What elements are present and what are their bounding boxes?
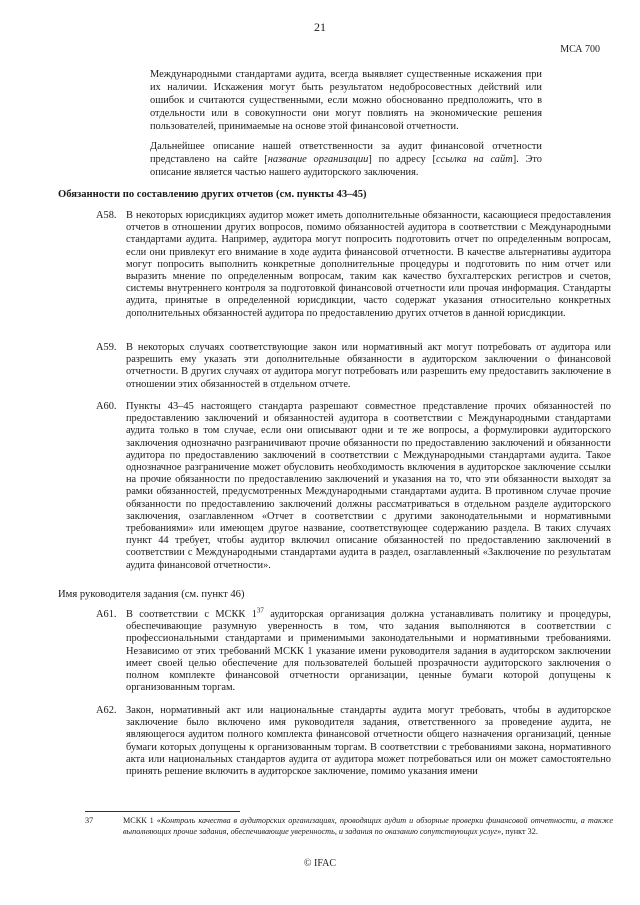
paragraph-text: В некоторых случаях соответствующие закон или нормативный акт могут потребовать от аудитора или разрешить ему указать эти дополнительные обязанности в аудиторском заключении о финансовой отчетности. В других случаях от аудитора могут потребовать или разрешить ему предоставить заключение в отношении этих обязанностей в отдельном отчете.	[126, 342, 611, 390]
paragraph-number: A61.	[96, 609, 117, 620]
org-name-placeholder: название организации	[267, 154, 369, 165]
paragraph-number: A60.	[96, 401, 117, 412]
paragraph-text: Пункты 43–45 настоящего стандарта разрешают совместное представление прочих обязанностей по предоставлению заключений и обязанностей аудитора в соответствии с Международными стандартами аудита только в том случае, если они описывают одни и те же вопросы, а формулировки аудиторского заключения однозначно разграничивают прочие обязанности по предоставлению заключений и обязанности аудитора по предоставлению заключений в соответствии с Международными стандартами аудита. Такое однозначное разграничение может обусловить необходимость включения в аудиторское заключение ссылки на прочие обязанности по предоставлению заключений и указания на то, что эти обязанности выходят за рамки обязанностей, предусмотренных Международными стандартами аудита. В противном случае прочие обязанности по предоставлению заключений должны рассматриваться в отдельном разделе аудиторского заключения, озаглавленном «Отчет в соответствии с другими законодательными и нормативными требованиями» или имеющем другое название, соответствующее содержанию раздела. В таких случаях пункт 44 требует, чтобы аудитор включил описание обязанностей по предоставлению заключений в соответствии с Международными стандартами аудита в раздел, озаглавленный «Заключение по результатам аудита финансовой отчетности».	[126, 401, 611, 571]
paragraph-number: A59.	[96, 342, 117, 353]
footnote-text-a: МСКК 1 «	[123, 816, 161, 825]
a61-text-a: В соответствии с МСКК 1	[126, 609, 257, 620]
footnote-number: 37	[85, 816, 94, 825]
paragraph-number: A58.	[96, 210, 117, 221]
paragraph-number: A62.	[96, 705, 117, 716]
page-number: 21	[314, 20, 326, 34]
intro-paragraph-1: Международными стандартами аудита, всегда выявляет существенные искажения при их наличии. Искажения могут быть результатом недобросовестных действий или ошибок и считаются существенными, если можно обоснованно предположить, что в отдельности или в совокупности они могут повлиять на экономические решения пользователей, принимаемые на основе этой финансовой отчетности.	[150, 69, 542, 132]
intro-paragraph-2	[150, 140, 542, 179]
footnote-divider	[85, 811, 240, 812]
footnote-text	[123, 815, 613, 837]
footnote-text-c: », пункт 32.	[497, 827, 538, 836]
section-heading-engagement-partner: Имя руководителя задания (см. пункт 46)	[58, 589, 245, 600]
footnote-title: Контроль качества в аудиторских организациях, проводящих аудит и обзорные проверки финансовой отчетности, а также выполняющих прочие задания, обеспечивающие уверенность, и задания по оказанию сопутствующих услуг	[123, 816, 613, 836]
a61-text-b: аудиторская организация должна устанавливать политику и процедуры, обеспечивающие разумную уверенность в том, что задания выполняются в соответствии с профессиональными стандартами и применимыми законодательными и нормативными требованиями. Независимо от этих требований МСКК 1 указание имени руководителя задания в аудиторском заключении имеет своей целью обеспечение для пользователей большей прозрачности аудиторского заключения о полном комплекте финансовой отчетности организации, ценные бумаги которой допущены к организованным торгам.	[126, 609, 611, 694]
intro-p2-text-a: Дальнейшее описание нашей ответственности за аудит финансовой отчетности представлено на сайте [	[150, 141, 542, 165]
section-heading-other-reports: Обязанности по составлению других отчетов (см. пункты 43–45)	[58, 189, 367, 200]
footnote-ref-37: 37	[256, 606, 264, 615]
intro-p2-text-e: ]. Это описание является частью нашего аудиторского заключения.	[150, 154, 542, 178]
paragraph-text: Закон, нормативный акт или национальные стандарты аудита могут требовать, чтобы в аудиторское заключение было включено имя руководителя задания, ответственного за проведение аудита, не являющегося аудитом полного комплекта финансовой отчетности общего назначения организаций, ценные бумаги которых допущены к организованным торгам. В соответствии с требованиями закона, нормативного акта или национальных стандартов аудита от аудитора может потребоваться или он может самостоятельно принять решение включить в аудиторское заключение, помимо указания имени	[126, 705, 611, 778]
copyright: © IFAC	[303, 858, 337, 869]
intro-p2-text-c: ] по адресу [	[368, 154, 436, 165]
website-link-placeholder: ссылка на сайт	[435, 154, 513, 165]
paragraph-text	[126, 606, 611, 694]
paragraph-text: В некоторых юрисдикциях аудитор может иметь дополнительные обязанности, касающиеся предоставления отчетов в отношении других вопросов, помимо обязанностей аудитора в соответствии с Международными стандартами аудита. Например, аудитора могут попросить подготовить отчет по определенным вопросам, если они привлекут его внимание в ходе аудита финансовой отчетности. В качестве альтернативы аудитора могут попросить выполнить конкретные дополнительные процедуры и подготовить по ним отчет или выразить мнение по определенным вопросам, таким как качество бухгалтерских регистров и счетов, системы внутреннего контроля за подготовкой финансовой отчетности или прочая информация. Стандарты аудита, принятые в определенной юрисдикции, часто содержат указания относительно конкретных дополнительных обязанностей аудитора по предоставлению других отчетов в данной юрисдикции.	[126, 210, 611, 319]
standard-code: МСА 700	[560, 44, 600, 55]
